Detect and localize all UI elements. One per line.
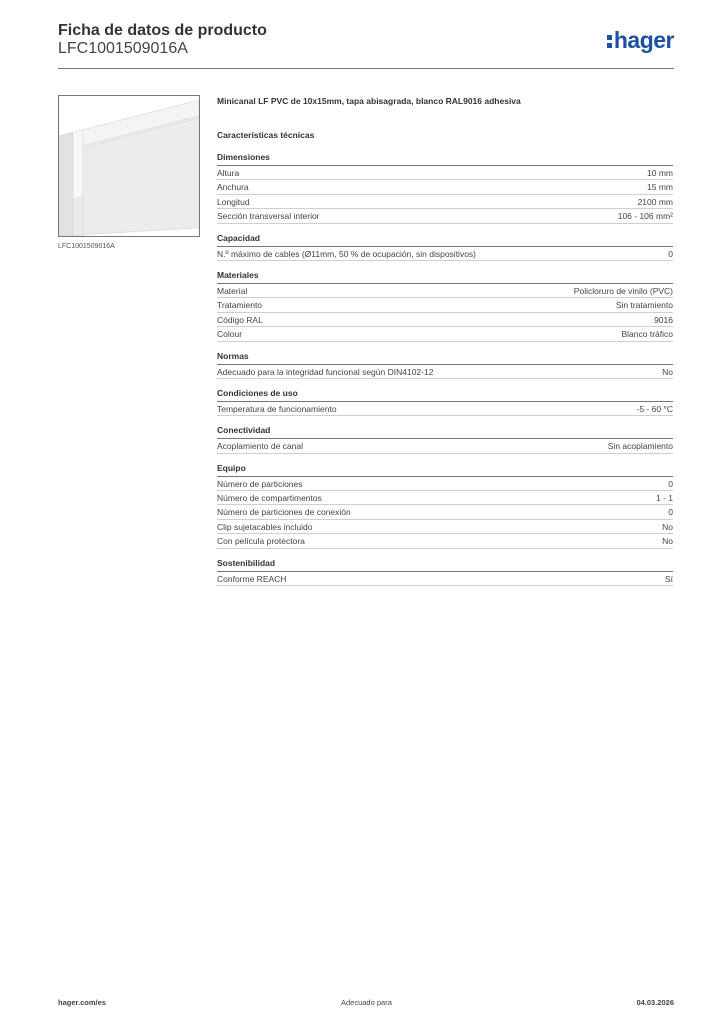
spec-label: Longitud xyxy=(217,196,250,207)
spec-label: Adecuado para la integridad funcional según DIN4102-12 xyxy=(217,366,434,377)
section-title: Conectividad xyxy=(217,425,673,439)
document-title: Ficha de datos de producto xyxy=(58,22,267,39)
spec-value: Sin tratamiento xyxy=(615,300,673,311)
spec-label: Acoplamiento de canal xyxy=(217,441,304,452)
spec-label: Tratamiento xyxy=(217,300,263,311)
spec-row xyxy=(217,247,673,261)
spec-section xyxy=(217,233,673,261)
page-footer xyxy=(58,998,674,1010)
logo-text: hager xyxy=(613,27,674,53)
footer-website-link[interactable]: hager.com/es xyxy=(58,998,106,1007)
spec-label: Código RAL xyxy=(217,314,263,325)
spec-section xyxy=(217,463,673,549)
spec-row xyxy=(217,298,673,312)
image-caption: LFC1001509016A xyxy=(58,243,115,250)
spec-section xyxy=(217,351,673,379)
spec-value: 0 xyxy=(668,248,673,259)
spec-row xyxy=(217,209,673,223)
spec-value: 10 mm xyxy=(647,168,673,178)
spec-value: No xyxy=(662,521,673,532)
spec-row xyxy=(217,195,673,209)
spec-row xyxy=(217,180,673,194)
spec-section xyxy=(217,152,673,224)
spec-row xyxy=(217,166,673,180)
spec-value: 15 mm xyxy=(647,182,673,193)
spec-section xyxy=(217,270,673,342)
spec-value: 9016 xyxy=(654,314,673,325)
spec-label: Conforme REACH xyxy=(217,573,287,584)
spec-label: Clip sujetacables incluido xyxy=(217,521,313,532)
spec-content xyxy=(217,96,673,595)
section-title: Normas xyxy=(217,351,673,365)
spec-label: Número de particiones xyxy=(217,478,303,489)
spec-section xyxy=(217,388,673,416)
section-title: Condiciones de uso xyxy=(217,388,673,402)
spec-row xyxy=(217,402,673,416)
technical-characteristics-heading: Características técnicas xyxy=(217,130,315,140)
spec-value: Sin acoplamiento xyxy=(607,441,673,452)
spec-row xyxy=(217,572,673,586)
spec-value: 0 xyxy=(668,507,673,518)
spec-value: Policloruro de vinilo (PVC) xyxy=(573,285,673,296)
product-code: LFC1001509016A xyxy=(58,40,188,57)
section-title: Materiales xyxy=(217,270,673,284)
hager-logo xyxy=(607,27,674,54)
spec-value: -5 - 60 °C xyxy=(636,403,673,414)
section-title: Capacidad xyxy=(217,233,673,247)
spec-label: Colour xyxy=(217,329,243,340)
spec-label: Sección transversal interior xyxy=(217,211,320,222)
spec-row xyxy=(217,520,673,534)
product-description: Minicanal LF PVC de 10x15mm, tapa abisagrada, blanco RAL9016 adhesiva xyxy=(217,96,521,106)
footer-middle-text: Adecuado para xyxy=(341,998,392,1007)
spec-section xyxy=(217,558,673,586)
spec-sections xyxy=(217,152,673,586)
spec-row xyxy=(217,365,673,379)
header-divider xyxy=(58,68,674,69)
spec-row xyxy=(217,313,673,327)
spec-label: Temperatura de funcionamiento xyxy=(217,403,337,414)
spec-row xyxy=(217,505,673,519)
spec-label: Anchura xyxy=(217,182,249,193)
section-title: Equipo xyxy=(217,463,673,477)
spec-label: Altura xyxy=(217,168,240,178)
spec-value: 106 - 106 mm² xyxy=(617,211,673,222)
section-title: Dimensiones xyxy=(217,152,673,166)
logo-dots-icon xyxy=(607,33,613,49)
page-header xyxy=(58,20,674,68)
spec-row xyxy=(217,284,673,298)
spec-value: Blanco tráfico xyxy=(621,329,673,340)
spec-row xyxy=(217,327,673,341)
spec-section xyxy=(217,425,673,453)
spec-row xyxy=(217,534,673,548)
spec-value: 1 - 1 xyxy=(655,493,673,504)
spec-row xyxy=(217,477,673,491)
spec-label: Número de compartimentos xyxy=(217,493,322,504)
spec-label: N.º máximo de cables (Ø11mm, 50 % de ocupación, sin dispositivos) xyxy=(217,248,477,259)
spec-value: Sí xyxy=(664,573,673,584)
section-title: Sostenibilidad xyxy=(217,558,673,572)
spec-row xyxy=(217,491,673,505)
spec-value: No xyxy=(662,536,673,547)
spec-row xyxy=(217,439,673,453)
spec-label: Con película protectora xyxy=(217,536,305,547)
spec-value: No xyxy=(662,366,673,377)
spec-label: Número de particiones de conexión xyxy=(217,507,351,518)
footer-date: 04.03.2026 xyxy=(636,998,674,1007)
spec-label: Material xyxy=(217,285,248,296)
product-image xyxy=(58,95,200,237)
spec-value: 2100 mm xyxy=(637,196,673,207)
spec-value: 0 xyxy=(668,478,673,489)
cable-trunking-illustration xyxy=(59,96,199,236)
